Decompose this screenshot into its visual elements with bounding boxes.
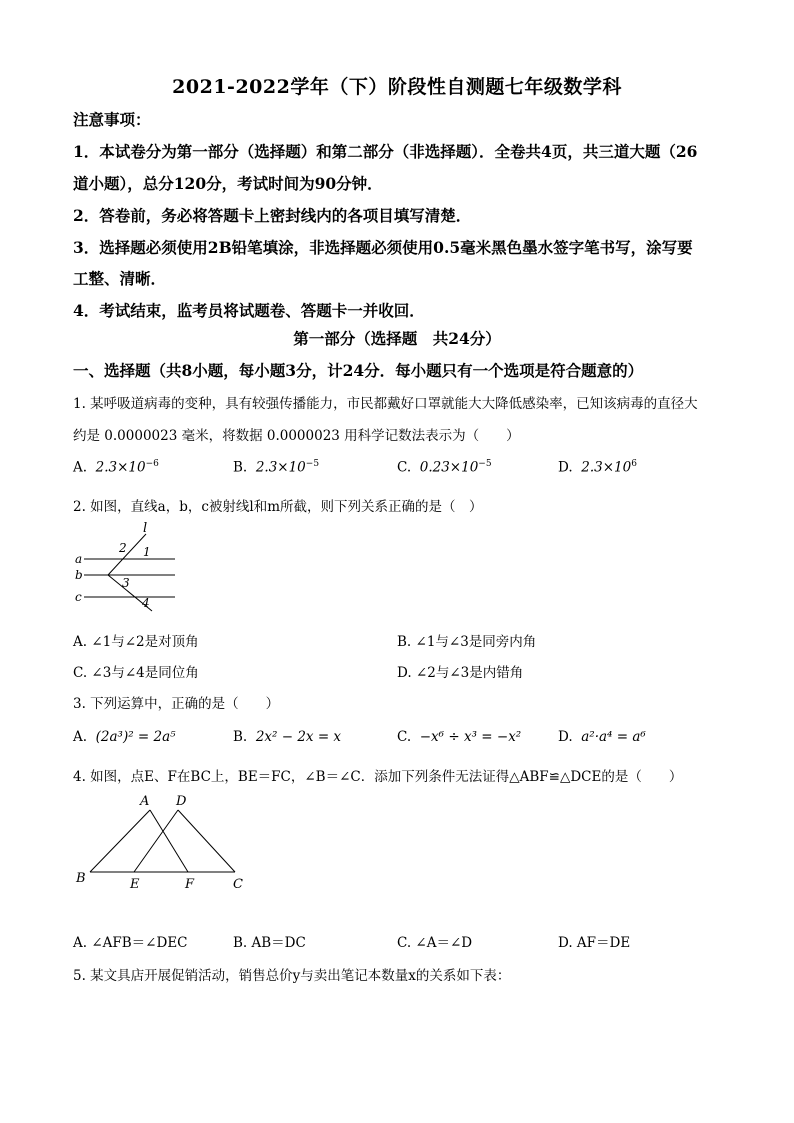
notice-item-1-line-1: 1．本试卷分为第一部分（选择题）和第二部分（非选择题）．全卷共4页，共三道大题（26 [73, 142, 698, 161]
question-3-option-a[interactable]: A. (2a³)² = 2a⁵ [73, 729, 176, 745]
question-2-stem: 2. 如图，直线a，b，c被射线l和m所截，则下列关系正确的是（ ） [73, 499, 483, 515]
question-2-option-a[interactable]: A. ∠1与∠2是对顶角 [73, 634, 199, 650]
label-c: c [75, 590, 82, 604]
ray-l [108, 534, 146, 575]
label-a: a [75, 552, 83, 566]
angle-3-label: 3 [122, 576, 130, 590]
question-5-stem: 5. 某文具店开展促销活动，销售总价y与卖出笔记本数量x的关系如下表： [73, 968, 511, 984]
question-1-option-a[interactable]: A. $2.3\times 10^{-6}$ [73, 459, 159, 476]
question-1-option-b[interactable]: B. $2.3\times 10^{-5}$ [233, 459, 320, 476]
point-e-label: E [130, 877, 140, 892]
section-one-heading: 一、选择题（共8小题，每小题3分，计24分．每小题只有一个选项是符合题意的） [73, 361, 644, 380]
segment-dc [178, 810, 235, 872]
notice-item-3-line-1: 3．选择题必须使用2B铅笔填涂，非选择题必须使用0.5毫米黑色墨水签字笔书写，涂写要 [73, 238, 693, 257]
question-2-option-d[interactable]: D. ∠2与∠3是内错角 [397, 665, 524, 681]
question-4-figure [70, 790, 255, 895]
notice-item-3-line-2: 工整、清晰． [73, 269, 167, 288]
notice-heading: 注意事项： [73, 110, 151, 129]
angle-2-label: 2 [119, 541, 127, 555]
label-l: l [143, 521, 148, 536]
point-f-label: F [185, 877, 195, 892]
question-3-option-d[interactable]: D. a²·a⁴ = a⁶ [558, 729, 646, 745]
notice-item-1-line-2: 道小题），总分120分，考试时间为90分钟． [73, 174, 383, 193]
question-4-option-a[interactable]: A. ∠AFB＝∠DEC [73, 935, 188, 951]
question-2-option-c[interactable]: C. ∠3与∠4是同位角 [73, 665, 199, 681]
point-c-label: C [233, 877, 243, 892]
question-3-option-b[interactable]: B. 2x² − 2x = x [233, 729, 342, 745]
question-2-figure [70, 518, 190, 618]
label-b: b [75, 568, 83, 582]
question-1-stem-line-2: 约是 0.0000023 毫米，将数据 0.0000023 用科学记数法表示为（ ） [73, 428, 520, 444]
question-4-option-c[interactable]: C. ∠A＝∠D [397, 935, 473, 951]
notice-item-4: 4．考试结束，监考员将试题卷、答题卡一并收回． [73, 301, 425, 320]
question-3-stem: 3. 下列运算中，正确的是（ ） [73, 696, 280, 712]
page-title: 2021-2022学年（下）阶段性自测题七年级数学科 [172, 76, 622, 98]
notice-item-2: 2．答卷前，务必将答题卡上密封线内的各项目填写清楚． [73, 206, 472, 225]
question-1-stem-line-1: 1. 某呼吸道病毒的变种，具有较强传播能力，市民都戴好口罩就能大大降低感染率，已知该病毒的直径大 [73, 396, 698, 412]
angle-4-label: 4 [142, 596, 150, 610]
question-4-option-d[interactable]: D. AF＝DE [558, 935, 631, 951]
question-4-stem: 4. 如图，点E、F在BC上，BE＝FC，∠B＝∠C．添加下列条件无法证得△ABF≌△DCE的是（ ） [73, 769, 683, 785]
question-3-option-c[interactable]: C. −x⁶ ÷ x³ = −x² [397, 729, 522, 745]
question-1-option-c[interactable]: C. $0.23\times 10^{-5}$ [397, 459, 492, 476]
point-b-label: B [76, 871, 86, 886]
question-1-option-d[interactable]: D. $2.3\times 10^6$ [558, 459, 637, 476]
part-one-heading: 第一部分（选择题 共24分） [293, 329, 501, 348]
point-d-label: D [176, 794, 187, 809]
question-2-option-b[interactable]: B. ∠1与∠3是同旁内角 [397, 634, 537, 650]
point-a-label: A [140, 794, 150, 809]
angle-1-label: 1 [143, 545, 151, 559]
question-4-option-b[interactable]: B. AB＝DC [233, 935, 306, 951]
